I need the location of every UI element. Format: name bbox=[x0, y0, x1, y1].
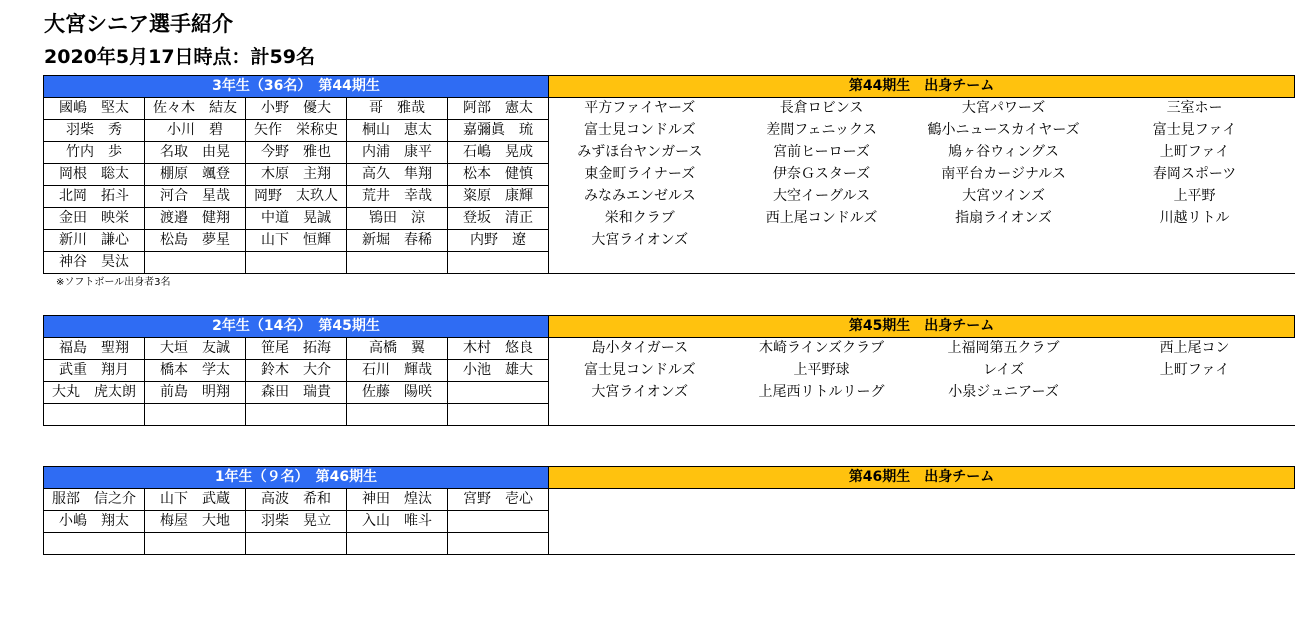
table-row bbox=[44, 252, 1295, 274]
team-name-cell bbox=[1095, 489, 1295, 511]
team-name-cell bbox=[731, 404, 913, 426]
player-name-cell: 新堀 春稀 bbox=[347, 230, 448, 252]
player-name-cell: 鴇田 涼 bbox=[347, 208, 448, 230]
table-row bbox=[44, 230, 1295, 252]
player-name-cell: 武重 翔月 bbox=[44, 360, 145, 382]
player-name-cell bbox=[448, 404, 549, 426]
player-name-cell: 中道 晃誠 bbox=[246, 208, 347, 230]
table-row bbox=[44, 186, 1295, 208]
team-name-cell bbox=[913, 533, 1095, 555]
player-name-cell: 神谷 昊汰 bbox=[44, 252, 145, 274]
table-row bbox=[44, 511, 1295, 533]
team-name-cell: 春岡スポーツ bbox=[1152, 166, 1237, 182]
player-name-cell: 宮野 壱心 bbox=[448, 489, 549, 511]
team-name-cell bbox=[913, 511, 1095, 533]
team-name-cell: 小泉ジュニアーズ bbox=[948, 384, 1059, 400]
player-name-cell bbox=[246, 533, 347, 555]
team-name-cell: 島小タイガース bbox=[549, 338, 731, 360]
player-name-cell: 竹内 歩 bbox=[44, 142, 145, 164]
roster-table-2 bbox=[43, 315, 1295, 426]
player-name-cell: 松本 健慎 bbox=[448, 164, 549, 186]
player-name-cell bbox=[448, 533, 549, 555]
player-name-cell: 内浦 康平 bbox=[347, 142, 448, 164]
player-name-cell bbox=[246, 404, 347, 426]
team-name-cell: 大宮パワーズ bbox=[961, 100, 1046, 117]
team-name-cell: 東金町ライナーズ bbox=[549, 164, 731, 186]
table-row bbox=[44, 338, 1295, 360]
team-name-cell: 鶴小ニュースカイヤーズ bbox=[927, 122, 1080, 138]
player-name-cell: 石嶋 晃成 bbox=[448, 142, 549, 164]
team-name-cell bbox=[1095, 404, 1295, 426]
player-name-cell: 高橋 翼 bbox=[347, 338, 448, 360]
team-name-cell: 西上尾コン bbox=[1159, 340, 1230, 357]
player-name-cell bbox=[246, 252, 347, 274]
player-name-cell: 入山 唯斗 bbox=[347, 511, 448, 533]
team-name-cell: みなみエンゼルス bbox=[549, 186, 731, 208]
player-name-cell: 服部 信之介 bbox=[44, 489, 145, 511]
player-name-cell bbox=[145, 533, 246, 555]
player-name-cell bbox=[448, 511, 549, 533]
team-name-cell: 上平野 bbox=[1173, 188, 1216, 204]
team-name-cell bbox=[1095, 533, 1295, 555]
player-name-cell: 木村 悠良 bbox=[448, 338, 549, 360]
player-name-cell: 高波 希和 bbox=[246, 489, 347, 511]
team-name-cell: 指扇ライオンズ bbox=[955, 210, 1052, 226]
team-name-cell: 長倉ロビンス bbox=[779, 100, 864, 117]
player-name-cell: 國嶋 堅太 bbox=[44, 98, 145, 120]
table-row bbox=[44, 164, 1295, 186]
team-name-cell: 差間フェニックス bbox=[766, 122, 877, 138]
player-name-cell bbox=[347, 252, 448, 274]
team-header: 第46期生 出身チーム bbox=[549, 467, 1295, 489]
player-name-cell: 渡邉 健翔 bbox=[145, 208, 246, 230]
player-name-cell: 高久 隼翔 bbox=[347, 164, 448, 186]
team-name-cell: 西上尾コンドルズ bbox=[765, 210, 878, 226]
table-row bbox=[44, 382, 1295, 404]
player-name-cell: 山下 恒輝 bbox=[246, 230, 347, 252]
team-name-cell bbox=[1095, 252, 1295, 274]
team-name-cell bbox=[913, 489, 1095, 511]
player-name-cell bbox=[145, 252, 246, 274]
page-title: 大宮シニア選手紹介 bbox=[44, 12, 233, 36]
player-name-cell: 内野 遼 bbox=[448, 230, 549, 252]
team-name-cell: 富士見コンドルズ bbox=[549, 120, 731, 142]
player-name-cell: 福島 聖翔 bbox=[44, 338, 145, 360]
team-name-cell: 木崎ラインズクラブ bbox=[758, 340, 885, 357]
team-name-cell bbox=[731, 511, 913, 533]
roster-table-3 bbox=[43, 466, 1295, 555]
player-name-cell bbox=[448, 382, 549, 404]
player-name-cell: 森田 瑞貴 bbox=[246, 382, 347, 404]
grade-header: 2年生（14名） 第45期生 bbox=[44, 316, 549, 338]
player-name-cell: 粢原 康輝 bbox=[448, 186, 549, 208]
player-name-cell: 羽柴 晃立 bbox=[246, 511, 347, 533]
team-name-cell bbox=[731, 230, 913, 252]
team-name-cell bbox=[1095, 230, 1295, 252]
player-name-cell: 山下 武蔵 bbox=[145, 489, 246, 511]
player-name-cell: 桐山 恵太 bbox=[347, 120, 448, 142]
player-name-cell: 岡野 太玖人 bbox=[246, 186, 347, 208]
player-name-cell: 小野 優大 bbox=[246, 98, 347, 120]
player-name-cell: 名取 由晃 bbox=[145, 142, 246, 164]
player-name-cell: 大丸 虎太朗 bbox=[44, 382, 145, 404]
team-name-cell bbox=[913, 252, 1095, 274]
team-name-cell: みずほ台ヤンガース bbox=[549, 142, 731, 164]
table-row bbox=[44, 120, 1295, 142]
player-name-cell: 哥 雅哉 bbox=[347, 98, 448, 120]
team-name-cell: 川越リトル bbox=[1159, 210, 1230, 226]
player-name-cell: 新川 謙心 bbox=[44, 230, 145, 252]
team-name-cell bbox=[1095, 382, 1295, 404]
player-name-cell: 梅屋 大地 bbox=[145, 511, 246, 533]
team-name-cell bbox=[549, 252, 731, 274]
player-name-cell: 嘉彌眞 琉 bbox=[448, 120, 549, 142]
team-name-cell bbox=[1095, 511, 1295, 533]
player-name-cell: 前島 明翔 bbox=[145, 382, 246, 404]
player-name-cell: 笹尾 拓海 bbox=[246, 338, 347, 360]
player-name-cell: 登坂 清正 bbox=[448, 208, 549, 230]
player-name-cell bbox=[347, 533, 448, 555]
team-name-cell: 富士見コンドルズ bbox=[549, 360, 731, 382]
team-header: 第44期生 出身チーム bbox=[549, 76, 1295, 98]
team-name-cell: 伊奈Ｇスターズ bbox=[772, 166, 871, 182]
team-name-cell bbox=[549, 533, 731, 555]
player-name-cell: 佐藤 陽咲 bbox=[347, 382, 448, 404]
player-name-cell: 金田 映栄 bbox=[44, 208, 145, 230]
team-name-cell: 三室ホー bbox=[1166, 100, 1223, 117]
team-name-cell bbox=[549, 489, 731, 511]
grade-header: 1年生（９名） 第46期生 bbox=[44, 467, 549, 489]
team-header: 第45期生 出身チーム bbox=[549, 316, 1295, 338]
team-name-cell bbox=[731, 533, 913, 555]
player-name-cell bbox=[347, 404, 448, 426]
team-name-cell: 上町ファイ bbox=[1159, 362, 1230, 378]
table-row bbox=[44, 533, 1295, 555]
team-name-cell: 平方ファイヤーズ bbox=[549, 98, 731, 120]
player-name-cell: 松島 夢星 bbox=[145, 230, 246, 252]
team-name-cell: 宮前ヒーローズ bbox=[773, 144, 870, 160]
team-name-cell: 上町ファイ bbox=[1159, 144, 1230, 160]
team-name-cell: 上尾西リトルリーグ bbox=[758, 384, 885, 400]
player-name-cell: 小池 雄大 bbox=[448, 360, 549, 382]
team-name-cell bbox=[913, 230, 1095, 252]
team-name-cell: 大宮ライオンズ bbox=[549, 230, 731, 252]
table-row bbox=[44, 360, 1295, 382]
team-name-cell: 大宮ツインズ bbox=[962, 188, 1045, 204]
team-name-cell: 上平野球 bbox=[793, 362, 850, 378]
player-name-cell: 神田 煌汰 bbox=[347, 489, 448, 511]
player-name-cell: 石川 輝哉 bbox=[347, 360, 448, 382]
footnote: ※ソフトボール出身者3名 bbox=[56, 277, 171, 288]
player-name-cell bbox=[145, 404, 246, 426]
player-name-cell: 木原 主翔 bbox=[246, 164, 347, 186]
team-name-cell: 南平台カージナルス bbox=[941, 166, 1066, 182]
player-name-cell: 阿部 憲太 bbox=[448, 98, 549, 120]
team-name-cell bbox=[731, 489, 913, 511]
player-name-cell: 鈴木 大介 bbox=[246, 360, 347, 382]
grade-header: 3年生（36名） 第44期生 bbox=[44, 76, 549, 98]
player-name-cell: 河合 星哉 bbox=[145, 186, 246, 208]
team-name-cell: レイズ bbox=[982, 362, 1025, 378]
player-name-cell: 大垣 友誠 bbox=[145, 338, 246, 360]
player-name-cell: 佐々木 結友 bbox=[145, 98, 246, 120]
player-name-cell: 岡根 聡太 bbox=[44, 164, 145, 186]
player-name-cell: 橋本 学太 bbox=[145, 360, 246, 382]
table-row bbox=[44, 404, 1295, 426]
team-name-cell bbox=[731, 252, 913, 274]
player-name-cell: 北岡 拓斗 bbox=[44, 186, 145, 208]
team-name-cell: 富士見ファイ bbox=[1152, 122, 1237, 138]
team-name-cell bbox=[549, 511, 731, 533]
player-name-cell bbox=[44, 533, 145, 555]
player-name-cell: 矢作 栄称史 bbox=[246, 120, 347, 142]
player-name-cell: 小川 碧 bbox=[145, 120, 246, 142]
player-name-cell bbox=[44, 404, 145, 426]
player-name-cell: 小嶋 翔太 bbox=[44, 511, 145, 533]
team-name-cell: 大空イーグルス bbox=[772, 188, 871, 204]
player-name-cell: 今野 雅也 bbox=[246, 142, 347, 164]
team-name-cell: 栄和クラブ bbox=[549, 208, 731, 230]
table-row bbox=[44, 489, 1295, 511]
table-row bbox=[44, 142, 1295, 164]
player-name-cell: 荒井 幸哉 bbox=[347, 186, 448, 208]
page-subtitle: 2020年5月17日時点：計59名 bbox=[44, 46, 315, 68]
table-row bbox=[44, 98, 1295, 120]
team-name-cell: 鳩ヶ谷ウィングス bbox=[948, 144, 1059, 160]
team-name-cell bbox=[549, 404, 731, 426]
team-name-cell: 大宮ライオンズ bbox=[549, 382, 731, 404]
player-name-cell: 棚原 颯登 bbox=[145, 164, 246, 186]
roster-table-1 bbox=[43, 75, 1295, 274]
table-row bbox=[44, 208, 1295, 230]
team-name-cell bbox=[913, 404, 1095, 426]
player-name-cell bbox=[448, 252, 549, 274]
team-name-cell: 上福岡第五クラブ bbox=[947, 340, 1060, 357]
player-name-cell: 羽柴 秀 bbox=[44, 120, 145, 142]
